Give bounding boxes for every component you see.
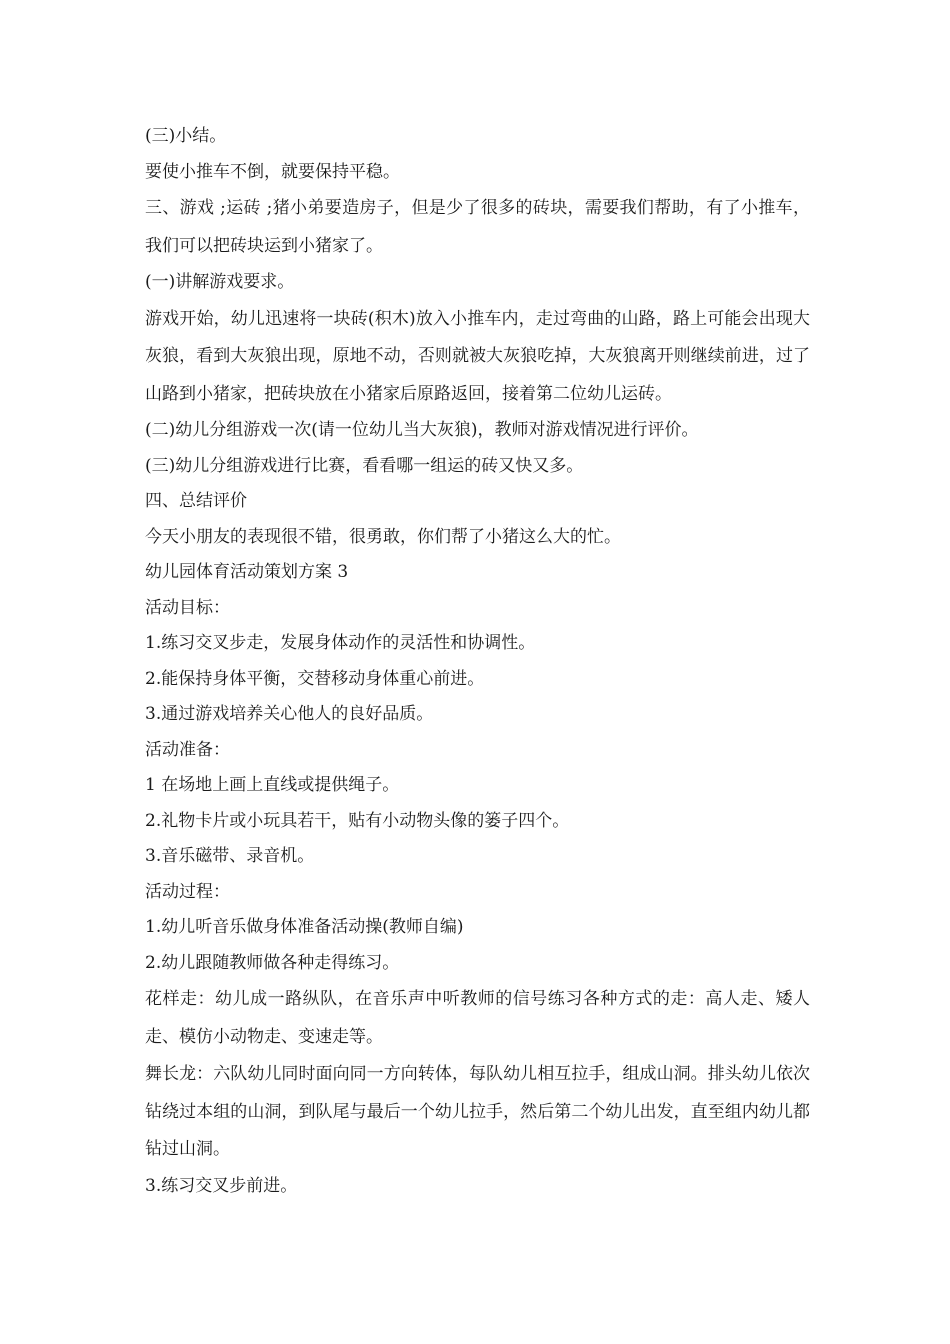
section-heading: 活动准备： — [145, 739, 230, 760]
paragraph: (一)讲解游戏要求。 — [145, 272, 295, 292]
list-item: 3.音乐磁带、录音机。 — [145, 846, 315, 866]
document-body — [145, 119, 810, 1204]
paragraph: (二)幼儿分组游戏一次(请一位幼儿当大灰狼)，教师对游戏情况进行评价。 — [145, 420, 699, 440]
list-item: 3.练习交叉步前进。 — [145, 1175, 298, 1196]
paragraph-game-rules: 游戏开始，幼儿迅速将一块砖(积木)放入小推车内，走过弯曲的山路，路上可能会出现大灰狼，看到大灰狼出现，原地不动，否则就被大灰狼吃掉，大灰狼离开则继续前进，过了山路到小猪家，把砖块放在小猪家后原路返回，接着第二位幼儿运砖。 — [145, 308, 810, 404]
list-item: 3.通过游戏培养关心他人的良好品质。 — [145, 704, 434, 724]
section-heading: 活动目标： — [145, 597, 230, 618]
paragraph-summary-heading: (三)小结。 — [145, 126, 227, 146]
list-item: 1 在场地上画上直线或提供绳子。 — [145, 775, 400, 795]
paragraph: 舞长龙：六队幼儿同时面向同一方向转体，每队幼儿相互拉手，组成山洞。排头幼儿依次钻绕过本组的山洞，到队尾与最后一个幼儿拉手，然后第二个幼儿出发，直至组内幼儿都钻过山洞。 — [145, 1064, 810, 1159]
plan-title: 幼儿园体育活动策划方案 3 — [145, 562, 349, 582]
list-item: 2.能保持身体平衡，交替移动身体重心前进。 — [145, 668, 485, 689]
section-heading: 活动过程： — [145, 881, 230, 902]
list-item: 2.幼儿跟随教师做各种走得练习。 — [145, 952, 400, 973]
section-heading: 四、总结评价 — [145, 491, 247, 511]
paragraph-game-section: 三、游戏 ;运砖 ;猪小弟要造房子，但是少了很多的砖块，需要我们帮助，有了小推车，我们可以把砖块运到小猪家了。 — [145, 198, 810, 256]
paragraph: 要使小推车不倒，就要保持平稳。 — [145, 161, 400, 182]
paragraph: (三)幼儿分组游戏进行比赛，看看哪一组运的砖又快又多。 — [145, 455, 584, 476]
list-item: 2.礼物卡片或小玩具若干，贴有小动物头像的篓子四个。 — [145, 810, 570, 831]
list-item: 1.幼儿听音乐做身体准备活动操(教师自编) — [145, 917, 464, 937]
paragraph: 今天小朋友的表现很不错，很勇敢，你们帮了小猪这么大的忙。 — [145, 526, 621, 547]
list-item: 1.练习交叉步走，发展身体动作的灵活性和协调性。 — [145, 633, 536, 653]
paragraph: 花样走：幼儿成一路纵队，在音乐声中听教师的信号练习各种方式的走：高人走、矮人走、模仿小动物走、变速走等。 — [145, 989, 810, 1047]
